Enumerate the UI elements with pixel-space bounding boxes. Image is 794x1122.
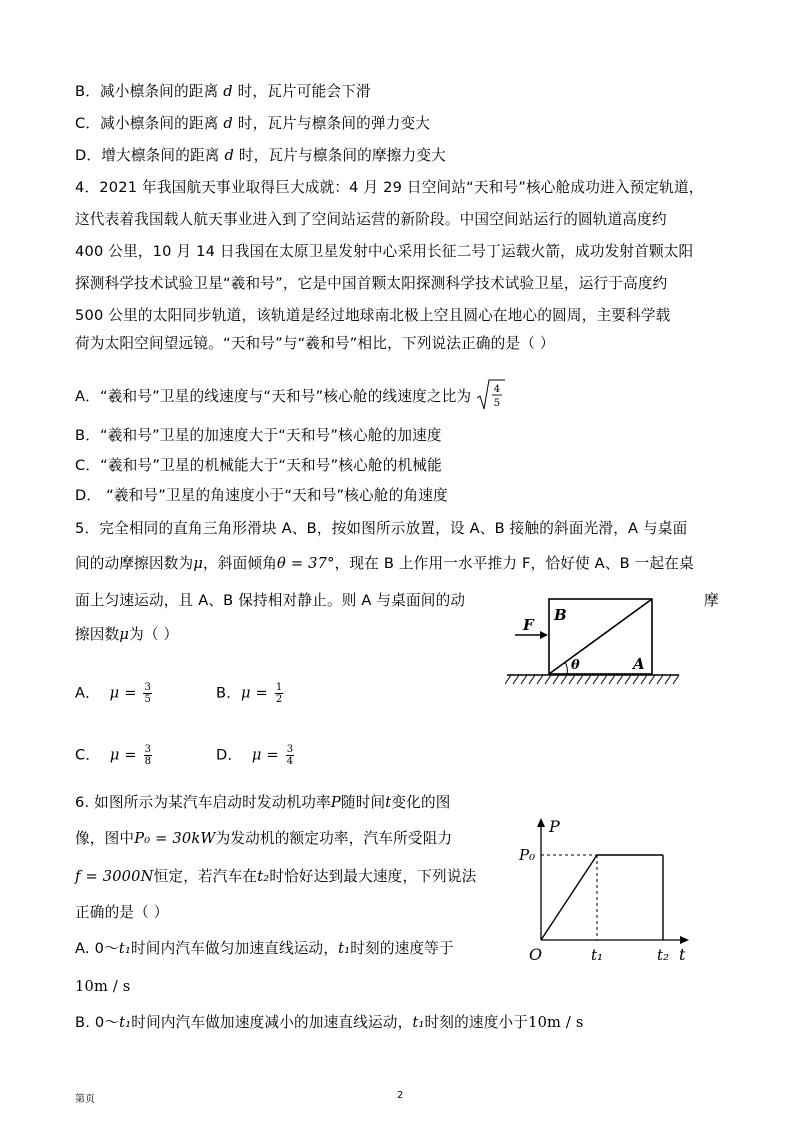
q4-stem-line: 4．2021 年我国航天事业取得巨大成就：4 月 29 日空间站“天和号”核心舱成功进入预定轨道， <box>75 179 704 196</box>
t-axis-arrowhead <box>680 936 689 944</box>
q6-option-a-cont: 10m / s <box>75 978 131 995</box>
q4-option-a: A．“羲和号”卫星的线速度与“天和号”核心舱的线速度之比为 4 5 <box>75 380 506 414</box>
q6-option-b: B. 0～t₁时间内汽车做加速度减小的加速直线运动，t₁时刻的速度小于10m / s <box>75 1014 584 1031</box>
q4-option-b: B．“羲和号”卫星的加速度大于“天和号”核心舱的加速度 <box>75 427 442 444</box>
q5-stem-line-end: 摩 <box>704 592 719 609</box>
ramp-line <box>541 855 597 940</box>
q4-stem-line: 荷为太阳空间望远镜。“天和号”与“羲和号”相比，下列说法正确的是（ ） <box>75 335 555 352</box>
label-t: t <box>679 945 686 964</box>
q4-stem-line: 这代表着我国载人航天事业进入到了空间站运营的新阶段。中国空间站运行的圆轨道高度约 <box>75 211 667 228</box>
label-O: O <box>529 945 543 964</box>
label-P: P <box>549 817 560 836</box>
footer-left: 第页 <box>75 1094 95 1105</box>
q4-option-c: C．“羲和号”卫星的机械能大于“天和号”核心舱的机械能 <box>75 457 442 474</box>
label-B: B <box>554 606 567 624</box>
q4-option-d: D． “羲和号”卫星的角速度小于“天和号”核心舱的角速度 <box>75 487 448 504</box>
q5-option-c: C． μ = $\frac{3}{8}$ <box>75 744 152 767</box>
page-number: 2 <box>397 1090 404 1101</box>
q6-stem-line: 像，图中P₀ = 30kW为发动机的额定功率，汽车所受阻力 <box>75 830 453 847</box>
sqrt-expression <box>476 378 506 412</box>
label-t1: t₁ <box>591 946 604 964</box>
label-theta: θ <box>571 658 580 673</box>
q5-option-d: D． μ = $\frac{3}{4}$ <box>216 744 294 767</box>
q4-stem-line: 400 公里，10 月 14 日我国在太原卫星发射中心采用长征二号丁运载火箭，成功发射首颗太阳 <box>75 243 694 260</box>
q5-stem-line: 面上匀速运动，且 A、B 保持相对静止。则 A 与桌面间的动 <box>75 592 466 609</box>
q6-stem-line: 6. 如图所示为某汽车启动时发动机功率P随时间t变化的图 <box>75 794 451 811</box>
q6-power-time-graph <box>515 812 695 968</box>
q6-stem-line: 正确的是（ ） <box>75 904 169 921</box>
sqrt-denominator: 5 <box>493 398 501 409</box>
q5-stem-line: 擦因数μ为（ ） <box>75 626 179 643</box>
force-arrowhead <box>540 631 548 639</box>
q3-option-d: D．增大檩条间的距离 d 时，瓦片与檩条间的摩擦力变大 <box>75 147 446 164</box>
q6-stem-line: f = 3000N恒定，若汽车在t₂时恰好达到最大速度，下列说法 <box>75 868 477 885</box>
q3-option-c: C．减小檩条间的距离 d 时，瓦片与檩条间的弹力变大 <box>75 115 431 132</box>
sqrt-numerator: 4 <box>493 384 501 395</box>
q4-stem-line: 500 公里的太阳同步轨道，该轨道是经过地球南北极上空且圆心在地心的圆周，主要科学载 <box>75 307 671 324</box>
label-P0: P₀ <box>519 846 536 864</box>
P-axis-arrowhead <box>537 818 545 827</box>
label-F: F <box>523 616 534 634</box>
angle-arc <box>565 662 567 674</box>
table-hatching <box>505 675 679 684</box>
q5-stem-line: 5．完全相同的直角三角形滑块 A、B，按如图所示放置，设 A、B 接触的斜面光滑，A 与桌面 <box>75 520 688 537</box>
label-t2: t₂ <box>657 946 670 964</box>
q5-blocks-figure <box>505 596 680 688</box>
q5-option-a: A． μ = $\frac{3}{5}$ <box>75 682 152 705</box>
q3-option-b: B．减小檩条间的距离 d 时，瓦片可能会下滑 <box>75 83 371 100</box>
q6-option-a: A. 0～t₁时间内汽车做匀加速直线运动，t₁时刻的速度等于 <box>75 940 454 957</box>
q5-stem-line: 间的动摩擦因数为μ，斜面倾角θ = 37°，现在 B 上作用一水平推力 F，恰好使 A、B 一起在桌 <box>75 555 694 572</box>
label-A: A <box>633 655 645 673</box>
q5-option-b: B．μ = $\frac{1}{2}$ <box>216 682 283 705</box>
q4-stem-line: 探测科学技术试验卫星“羲和号”，它是中国首颗太阳探测科学技术试验卫星，运行于高度约 <box>75 275 668 292</box>
